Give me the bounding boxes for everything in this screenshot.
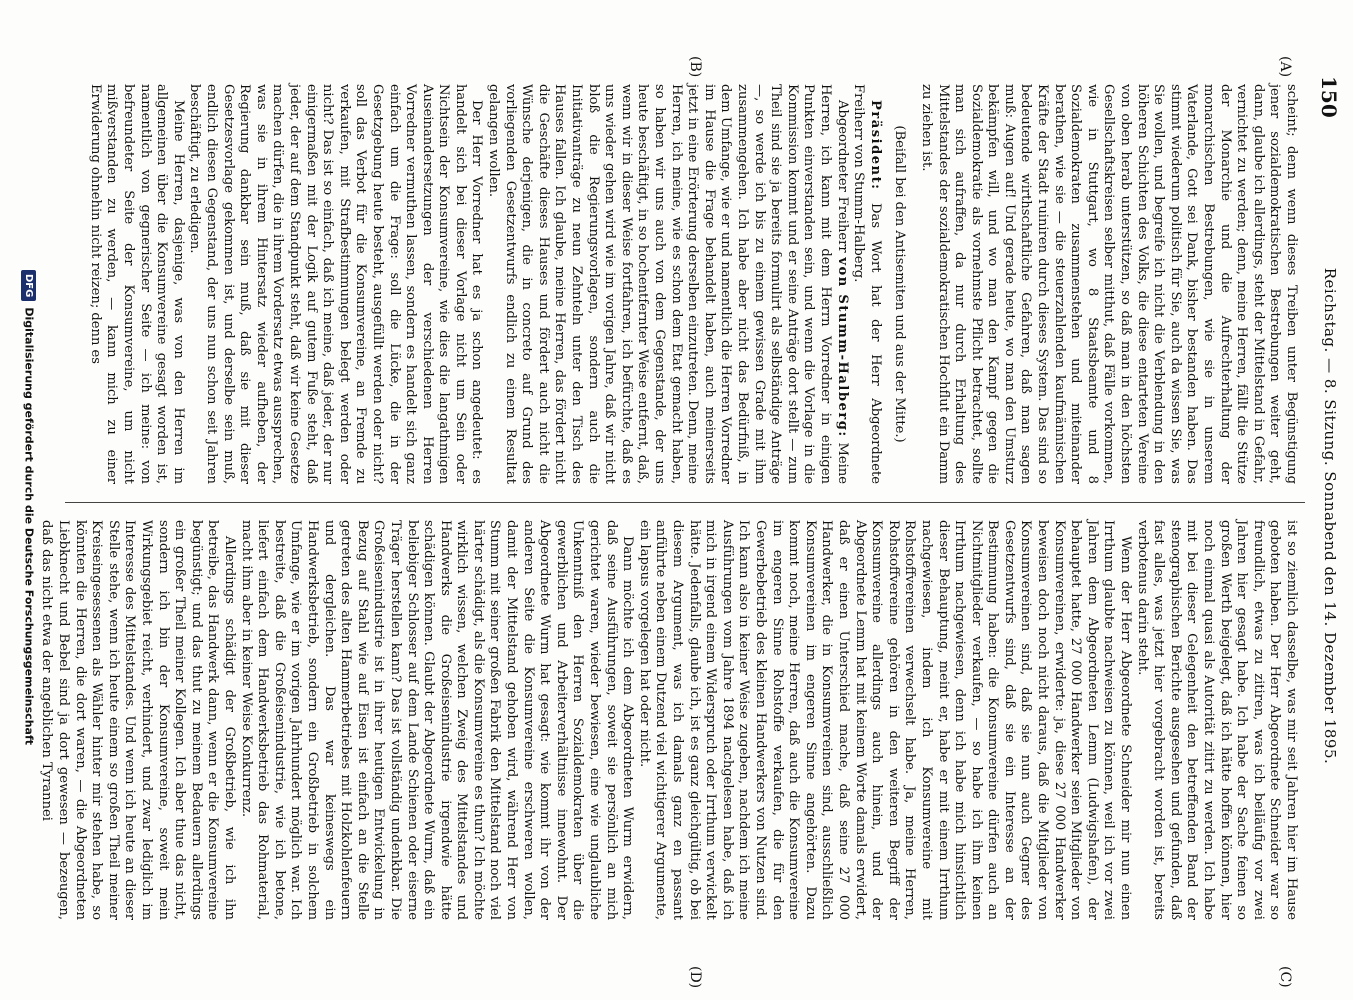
margin-mark-a: (A) — [1277, 56, 1293, 78]
dfg-logo: DFG — [21, 270, 36, 301]
paragraph: Der Herr Vorredner hat es ja schon angedeutet: es handelt sich bei dieser Vorlage nicht um Sein oder Nichtsein der Konsumvereine, wie dies die langathmigen Auseinandersetzungen der verschiedenen Herren Vorredner vermuthen lassen, sondern es handelt sich ganz einfach um die Frage: soll die Lücke, die in der Gesetzgebung heute besteht, ausgefüllt werden oder nicht? soll das Verbot für die Konsumvereine, an Fremde zu verkaufen, mit Strafbestimmungen belegt werden oder nicht? Das ist so einfach, daß ich meine, daß jeder, der nur einigermaßen mit der Logik auf gutem Fuße steht, daß jeder, der auf dem Standpunkt steht, daß wir keine Gesetze machen dürfen, die in ihrem Vordersatz etwas aussprechen, was sie in ihrem Hintersatz wieder aufheben, der Regierung dankbar sein muß, daß sie mit dieser Gesetzesvorlage gekommen ist, und derselbe sein muß, endlich diesen Gegenstand, der uns nun schon seit Jahren beschäftigt, zu erledigen. — [187, 84, 485, 484]
speech-opening — [485, 84, 850, 484]
speaker-label: Präsident: — [867, 100, 883, 191]
paragraph: Meine Herren, ich kann mit dem Herrn Vorredner in einigen Punkten einverstanden sein, und wenn die Vorlage in die Kommission kommt und er seine Anträge dort stellt — zum Theil sind sie ja bereits formulirt als selbständige Anträge —, so werde ich bis zu einem gewissen Grade mit ihm zusammengehen. Ich habe aber nicht das Bedürfniß, in dem Umfange, wie er und namentlich die Herren Vorredner im Hause die Frage behandelt haben, auch meinerseits jetzt in eine Erörterung derselben einzutreten. Denn, meine Herren, ich meine, wie es schon dem Etat gemacht haben, so haben wir uns auch von dem Gegenstande, der uns heute beschäftigt, in so hochentfernter Weise entfernt, daß, wenn wir in dieser Weise fortfahren, ich befürchte, daß es uns wieder gehen wird wie im vorigen Jahre, daß wir nicht bloß die Regierungsvorlagen, sondern auch die Initiativanträge zu neun Zehnteln unter den Tisch des Hauses fallen. Ich glaube, meine Herren, das fördert nicht die Geschäfte dieses Hauses und fördert auch nicht die Wünsche derjenigen, die in concreto auf Grund des vorliegenden Gesetzentwurfs endlich zu einem Resultat gelangen wollen. — [486, 84, 850, 485]
right-column — [39, 520, 1299, 920]
paragraph: Meine Herren, dasjenige, was von den Herren im allgemeinen über die Konsumvereine gesagt worden ist, namentlich von gegnerischer Seite — ich meine: von befreundeter Seite der Konsumvereine, um nicht mißverstanden zu werden, — kann mich zu einer Erwiderung ohnehin nicht reizen; denn es — [87, 84, 186, 484]
paragraph: Allerdings schädigt der Großbetrieb, wie ich ihn betreibe, das Handwerk dann, wenn er die Konsumvereine begünstigt; und das thut zu meinem Bedauern allerdings ein großer Theil meiner Kollegen. Ich aber thue das nicht, sondern ich bin der Konsumvereine, soweit mein Wirkungsgebiet reicht, verhindert, und zwar lediglich im Interesse des Mittelstandes. Und wenn ich heute an dieser Stelle stehe, wenn ich heute einem so großen Theil meiner Kreiseingesessenen als Wähler hinter mir stehen habe, so könnten die Herren, die dort waren, — die Abgeordneten Liebknecht und Bebel sind ja dort gewesen — bezeugen, daß das nicht etwa der angeblichen Tyrannei — [39, 520, 237, 920]
page-header — [1315, 76, 1345, 956]
stage-direction: (Beifall bei den Antisemiten und aus der Mitte.) — [892, 125, 908, 443]
digitization-stamp — [10, 270, 36, 970]
remark-text: Das Wort hat der Herr Abgeordnete Freiherr von Stumm-Halberg. — [851, 84, 883, 484]
paragraph: Wenn der Herr Abgeordnete Schneider mir nun einen Irrthum glaubte nachweisen zu können, weil ich vor zwei Jahren dem Abgeordneten Lemm (Ludwigshafen), der behauptet hatte, 27 000 Handwerker seien Mitglieder von Konsumvereinen, erwiderte: ja, diese 27 000 Handwerker beweisen doch noch nicht daraus, daß die Mitglieder von Konsumvereinen sind, daß sie nun auch Gegner des Gesetzentwurfs sind, daß sie ein Interesse an der Bestimmung haben: die Konsumvereine dürfen auch an Nichtmitglieder verkaufen, — so habe ich ihm keinen Irrthum nachgewiesen, denn ich habe mich hinsichtlich dieser Behauptung, meint er, habe er mit einem Irrthum nachgewiesen, indem ich Konsumvereine mit Rohstoffvereinen verwechselt habe. Ja, meine Herren, Rohstoffvereine gehören in den weiteren Begriff der Konsumvereine allerdings auch hinein, und der Abgeordnete Lemm hat mit keinem Worte damals erwidert, daß er einen Unterschied mache, daß seine 27 000 Handwerker, die in Konsumvereinen sind, ausschließlich Konsumvereinen im engeren Sinne angehörten. Dazu kommt noch, meine Herren, daß auch die Konsumvereine im engeren Sinne Rohstoffe verkaufen, die für den Gewerbebetrieb des kleinen Handwerkers von Nutzen sind. Ich kann also in keiner Weise zugeben, nachdem ich meine Ausführungen vom Jahre 1894 nachgelesen habe, daß ich mich in irgend einem Widerspruch oder Irrthum verwickelt hätte. Jedenfalls, glaube ich, ist es ganz gleichgültig, ob bei diesem Argument, was ich damals ganz en passant anführte neben einem Dutzend viel wichtigerer Argumente, ein lapsus vorgelegen hat oder nicht. — [636, 520, 1134, 920]
stamp-text: Digitalisierung gefördert durch die Deutsche Forschungsgemeinschaft — [22, 307, 36, 746]
speaker-intro: Abgeordneter Freiherr — [834, 100, 850, 253]
speaker-name: von Stumm-Halberg: — [834, 257, 850, 438]
margin-mark-c: (C) — [1277, 966, 1293, 988]
margin-mark-d: (D) — [687, 966, 703, 989]
page-number: 150 — [1317, 76, 1341, 118]
running-title: Reichstag. — 8. Sitzung. Sonnabend den 14. Dezember 1895. — [1321, 267, 1339, 765]
paragraph: scheint; denn wenn dieses Treiben unter Begünstigung jener sozialdemokratischen Bestrebungen weiter geht, dann, glaube ich allerdings, steht der Mittelstand in Gefahr, vernichtet zu werden; denn, meine Herren, fällt die Stütze der Monarchie und die Aufrechterhaltung der monarchischen Bestrebungen, wie sie in unserem Vaterlande, Gott sei Dank, bisher bestanden haben. Das stimmt wiederum politisch für Sie, auch da wissen Sie, was Sie wollen, und begreife ich nicht die Verblendung in den höheren Schichten des Volks, die diese entarteten Vereine von oben herab unterstützen, so daß man in den höchsten Gesellschaftskreisen selber mitthut, daß Fälle vorkommen, wie in Stuttgart, wo 8 Staatsbeamte und 8 Sozialdemokraten zusammenstehen und miteinander berathen, wie sie — die steuerzahlenden kaufmännischen Kräfte der Stadt ruiniren durch dieses System. Das sind so bedeutende wirthschaftliche Gefahren, daß man sagen muß: Augen auf! Und gerade heute, wo man den Umsturz bekämpfen will, und wo man den Kampf gegen die Sozialdemokratie als vornehmste Pflicht betrachtet, sollte man sich aufraffen, da nur durch Erhaltung des Mittelstandes der sozialdemokratischen Hochflut ein Damm zu ziehen ist. — [918, 84, 1299, 484]
paragraph: Dann möchte ich dem Abgeordneten Wurm erwidern, daß seine Ausführungen, soweit sie persönlich an mich gerichtet waren, wieder bewiesen, eine wie unglaubliche Unkenntniß den Herren Sozialdemokraten über die gewerblichen und Arbeiterverhältnisse innewohnt. Der Abgeordnete Wurm hat gesagt: wie kommt ihr von der anderen Seite die Konsumvereine erschweren wollen, damit der Mittelstand gehoben wird, während Herr von Stumm mit seiner großen Fabrik den Mittelstand noch viel härter schädigt, als die Konsumvereine es thun? Ich möchte wirklich wissen, welchen Zweig des Mittelstandes und Handwerks die Großeisenindustrie irgendwie hätte schädigen können. Glaubt der Abgeordnete Wurm, daß ein beliebiger Schlosser auf dem Lande Schienen oder eiserne Träger herstellen kann? Das ist vollständig undenkbar. Die Großeisenindustrie ist in ihrer heutigen Entwickelung in Bezug auf Stahl wie auf Eisen ist einfach an die Stelle getreten des alten Hammerbetriebes mit Holzkohlenfeuern und dergleichen. Das war keineswegs ein Handwerksbetrieb, sondern ein Großbetrieb in solchem Umfange, wie er im vorigen Jahrhundert möglich war. Ich bestreite, daß die Großeisenindustrie, wie ich betone, liefert einfach dem Handwerksbetrieb das Rohmaterial, macht ihm aber in keiner Weise Konkurrenz. — [238, 520, 636, 920]
president-remark — [850, 84, 883, 484]
paragraph: ist so ziemlich dasselbe, was mir seit Jahren hier im Hause geboten haben. Der Herr Abgeordnete Schneider war so freundlich, etwas zu zitiren, was ich beiläufig vor zwei Jahren hier gesagt habe. Ich habe der Sache feinen so großen Werth beigelegt, daß ich hätte hoffen können, hier noch einmal quasi als Autorität zitirt zu werden. Ich habe mit bei dieser Gelegenheit den betreffenden Band der stenographischen Berichte ausgesehen und gefunden, daß fast alles, was jetzt hier vorgebracht worden ist, bereits verbotenus darin steht. — [1134, 520, 1299, 920]
left-column — [87, 84, 1299, 485]
column-divider — [65, 502, 1305, 503]
margin-mark-b: (B) — [687, 56, 703, 78]
